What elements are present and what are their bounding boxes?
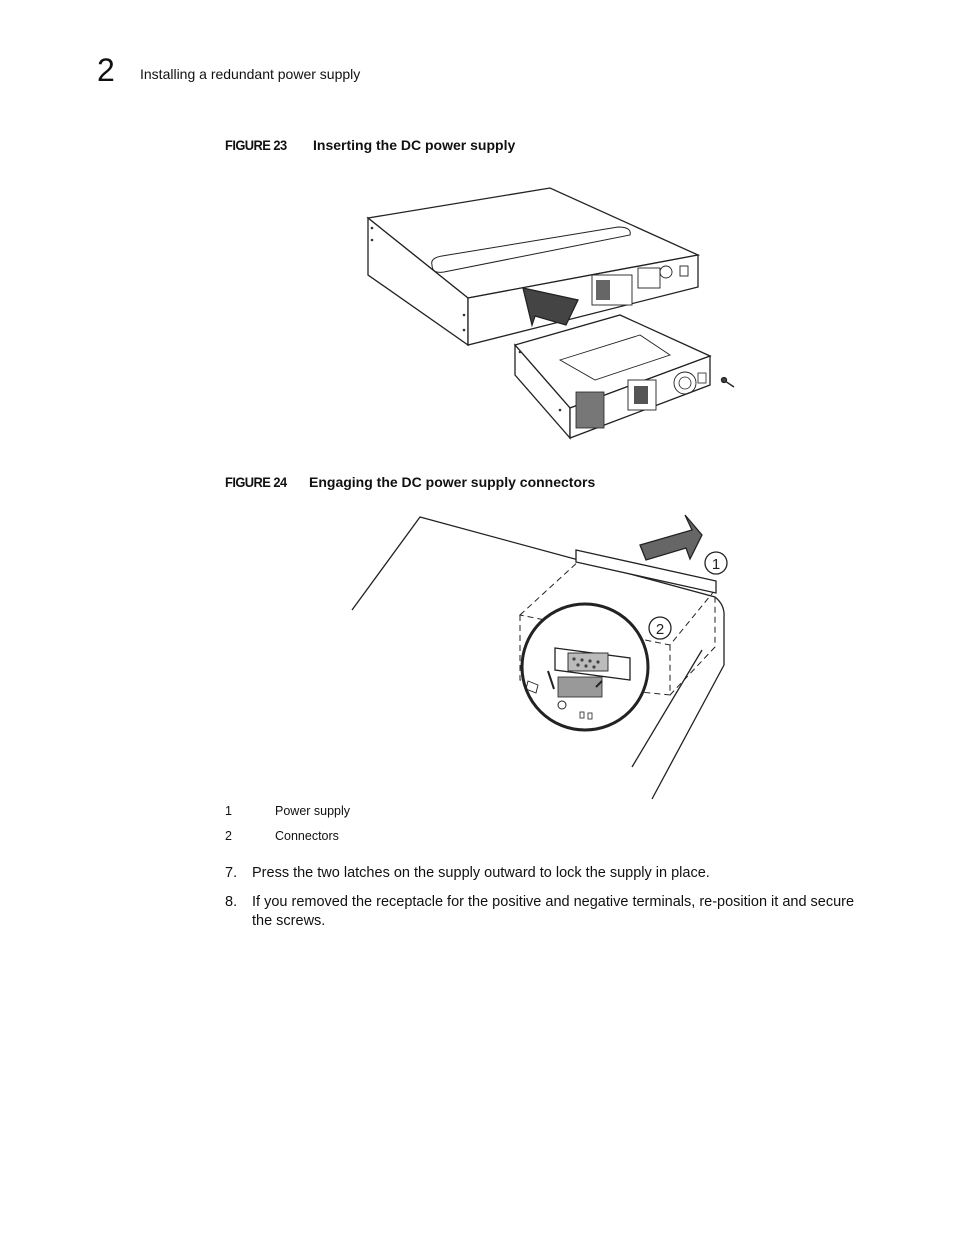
figure-24-caption	[225, 474, 596, 490]
running-title: Installing a redundant power supply	[140, 66, 361, 82]
callout-1: 1	[711, 556, 721, 573]
figure-23-illustration	[360, 180, 740, 450]
step-number: 8.	[225, 894, 238, 910]
figure-24-illustration	[340, 505, 760, 805]
figure-title: Engaging the DC power supply connectors	[309, 474, 596, 490]
figure-label: FIGURE 24	[225, 474, 287, 490]
step-number: 7.	[225, 865, 238, 881]
chapter-number: 2	[97, 52, 115, 88]
legend-number: 2	[225, 829, 232, 843]
legend-number: 1	[225, 804, 232, 818]
figure-23-caption	[225, 137, 516, 153]
legend-text: Power supply	[275, 804, 351, 818]
figure-title: Inserting the DC power supply	[313, 137, 516, 153]
legend-text: Connectors	[275, 829, 339, 843]
step-text: If you removed the receptacle for the positive and negative terminals, re-position it and secure the screws.	[252, 894, 855, 929]
figure-label: FIGURE 23	[225, 137, 287, 153]
step-text: Press the two latches on the supply outward to lock the supply in place.	[252, 865, 710, 881]
callout-2: 2	[655, 621, 665, 638]
